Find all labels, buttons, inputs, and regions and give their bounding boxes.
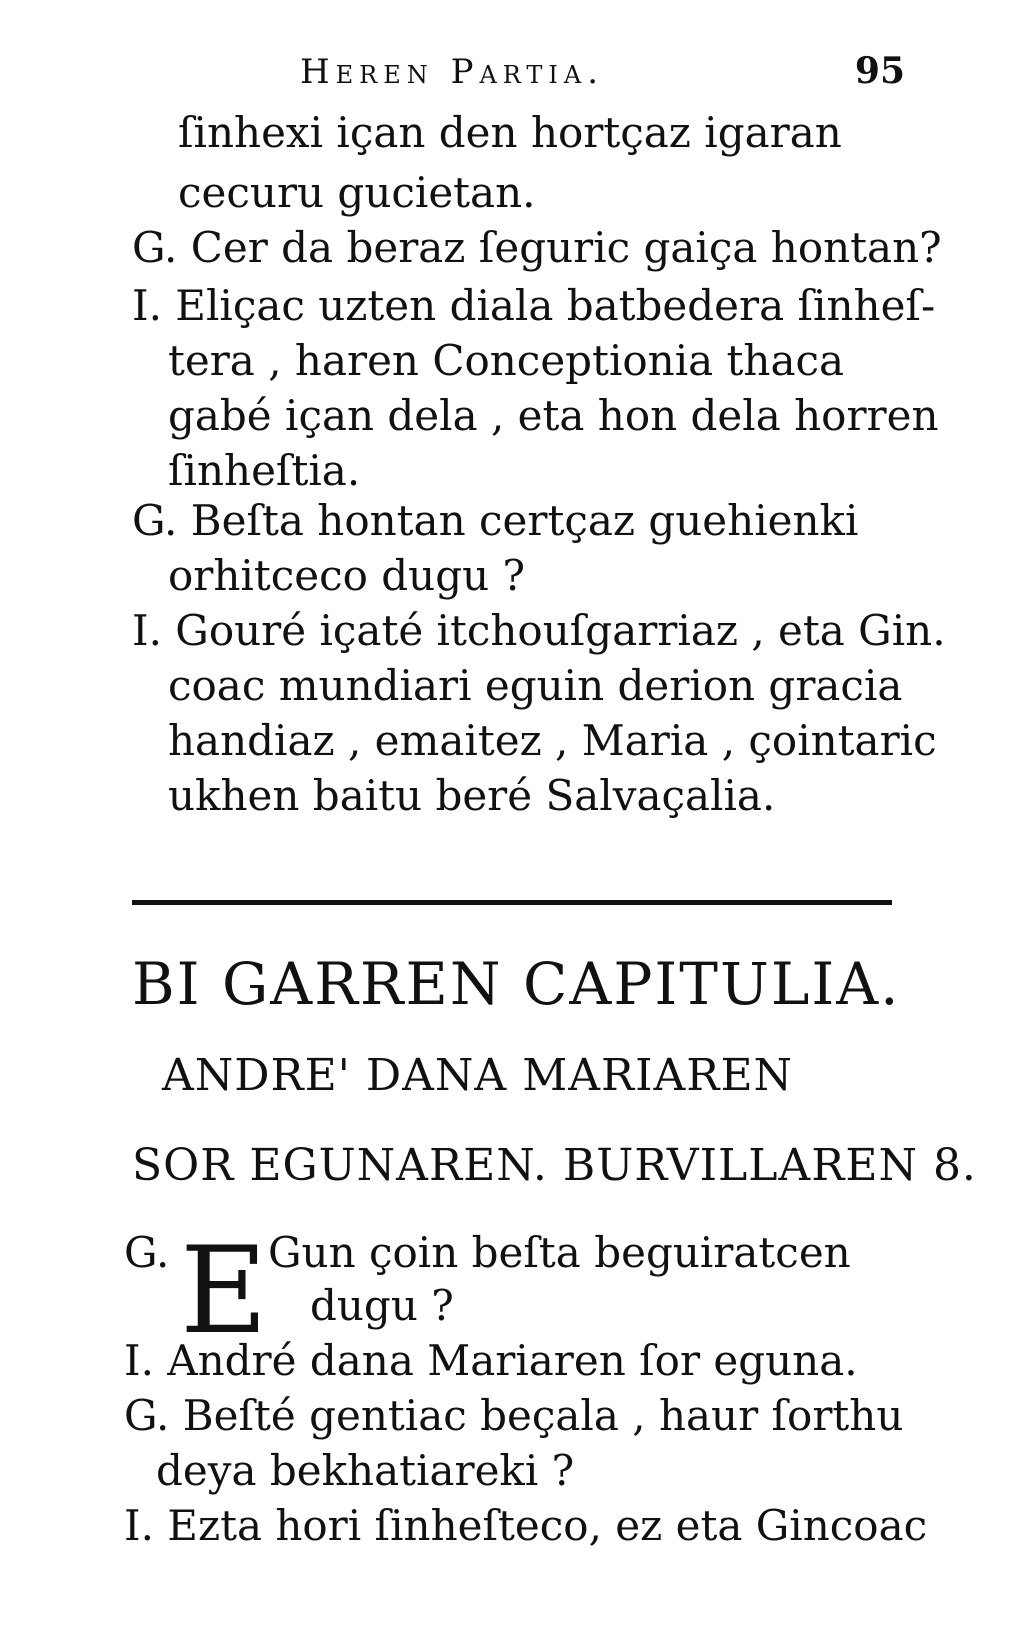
chapter-subheading: ANDRE' DANA MARIAREN <box>162 1050 794 1101</box>
drop-capital: E <box>180 1222 268 1361</box>
page-number: 95 <box>854 50 905 92</box>
text-line: ſinhexi içan den hortçaz igaran <box>178 108 842 157</box>
text-line: I. Ezta hori ſinheſteco, ez eta Gincoac <box>124 1501 928 1550</box>
text-line: dugu ? <box>310 1281 454 1330</box>
text-line: coac mundiari eguin derion gracia <box>168 661 903 710</box>
text-line: cecuru gucietan. <box>178 168 536 217</box>
text-line: I. Eliçac uzten diala batbedera ſinheſ- <box>132 281 936 330</box>
text-line: handiaz , emaitez , Maria , çointaric <box>168 716 937 765</box>
text-line: orhitceco dugu ? <box>168 551 525 600</box>
text-line: deya bekhatiareki ? <box>156 1446 575 1495</box>
text-line: Gun çoin beſta beguiratcen <box>268 1228 851 1277</box>
text-line: gabé içan dela , eta hon dela horren <box>168 391 939 440</box>
text-line: tera , haren Conceptionia thaca <box>168 336 845 385</box>
text-line: G. Beſta hontan certçaz guehienki <box>132 496 859 545</box>
chapter-heading: BI GARREN CAPITULIA. <box>132 950 901 1018</box>
text-line: G. Cer da beraz ſeguric gaiça hontan? <box>132 223 942 272</box>
speaker-marker: G. <box>124 1228 170 1277</box>
running-head: Heren Partia. <box>300 52 605 92</box>
text-line: I. André dana Mariaren ſor eguna. <box>124 1336 858 1385</box>
text-line: G. Beſté gentiac beçala , haur ſorthu <box>124 1391 904 1440</box>
text-line: ukhen baitu beré Salvaçalia. <box>168 771 776 820</box>
section-rule <box>132 900 892 905</box>
chapter-subheading: SOR EGUNAREN. BURVILLAREN 8. <box>132 1140 977 1191</box>
text-line: I. Gouré içaté itchouſgarriaz , eta Gin. <box>132 606 946 655</box>
text-line: ſinheſtia. <box>168 446 361 495</box>
